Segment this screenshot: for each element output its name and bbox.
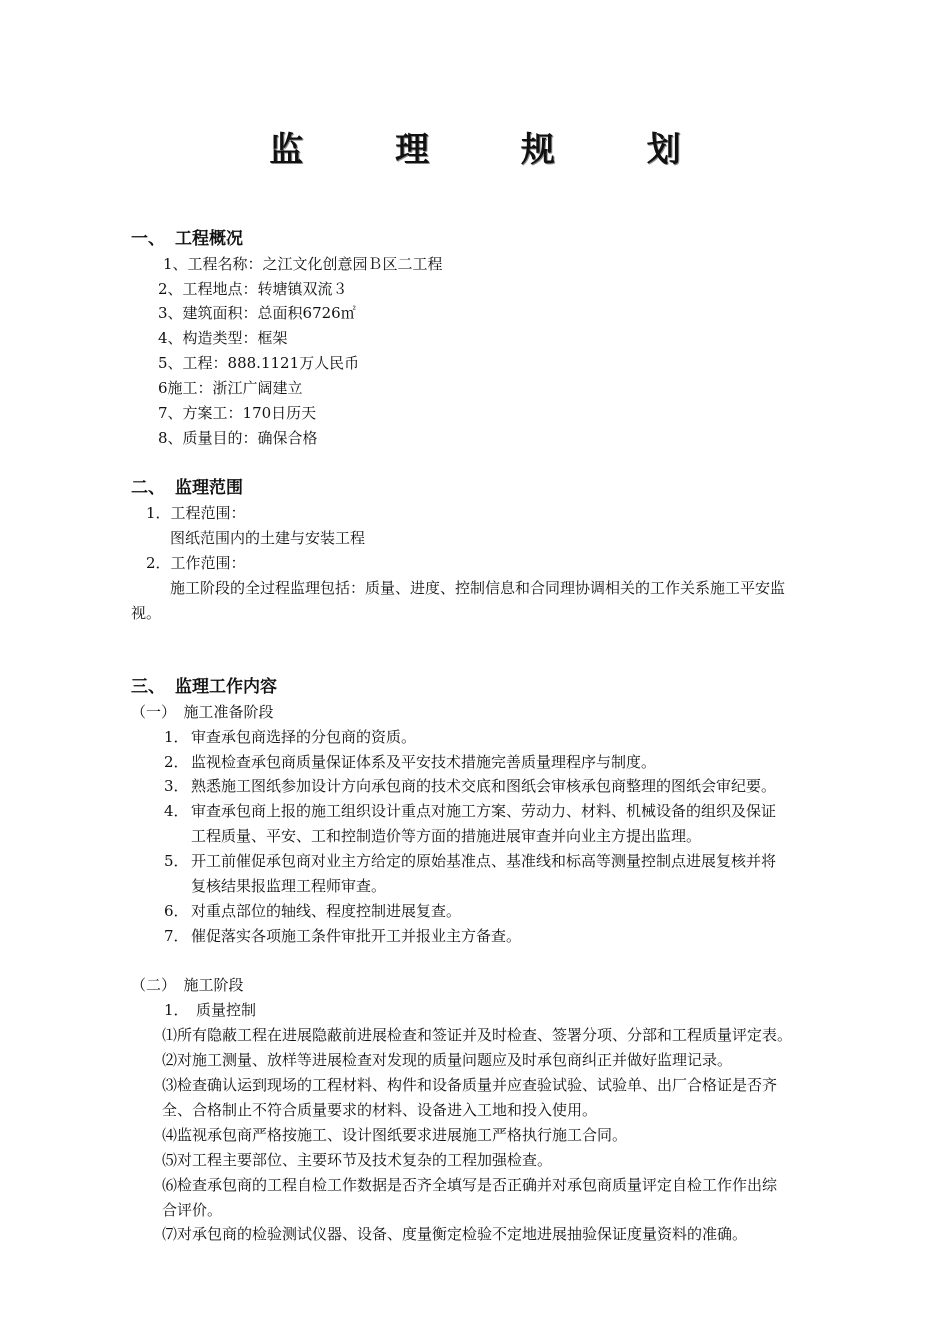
- list-item-number: 4．: [164, 802, 189, 820]
- quality-item: ⑵对施工测量、放样等进展检查对发现的质量问题应及时承包商纠正并做好监理记录。: [162, 1051, 733, 1069]
- list-item-number: 2．: [164, 753, 189, 771]
- page-title: 监 理 规 划: [269, 130, 721, 170]
- scope-2-text-line: 施工阶段的全过程监理包括：质量、进度、控制信息和合同理协调相关的工作关系施工平安监: [170, 579, 786, 597]
- overview-item: 4、构造类型：框架: [158, 329, 288, 347]
- overview-item: 2、工程地点：转塘镇双流３: [158, 280, 348, 298]
- overview-item: 6施工：浙江广阔建立: [158, 379, 303, 397]
- quality-item: ⑸对工程主要部位、主要环节及技术复杂的工程加强检查。: [162, 1151, 553, 1169]
- overview-item: 8、质量目的：确保合格: [158, 429, 318, 447]
- overview-item: [158, 303, 356, 323]
- quality-item: ⑷监视承包商严格按施工、设计图纸要求进展施工严格执行施工合同。: [162, 1126, 628, 1144]
- scope-2-label: 2．工作范围：: [146, 554, 246, 572]
- list-item: [164, 926, 521, 946]
- list-item: [164, 752, 656, 772]
- section-1-heading: [131, 228, 243, 250]
- list-item: [164, 801, 776, 821]
- overview-item: 5、工程：888.1121万人民币: [158, 354, 360, 372]
- quality-item-continuation: 全、合格制止不符合质量要求的材料、设备进入工地和投入使用。: [162, 1101, 598, 1119]
- list-item-text: 催促落实各项施工条件审批开工并报业主方备查。: [191, 927, 522, 945]
- list-item-text: 对重点部位的轴线、程度控制进展复查。: [191, 902, 462, 920]
- section-3-number: 三、: [131, 677, 165, 697]
- section-1-number: 一、: [131, 229, 165, 249]
- overview-item: 7、方案工：170日历天: [158, 404, 317, 422]
- section-3-heading: [131, 676, 277, 698]
- list-item-number: 5．: [164, 852, 189, 870]
- quality-item: ⑶检查确认运到现场的工程材料、构件和设备质量并应查验试验、试验单、出厂合格证是否齐: [162, 1076, 778, 1094]
- quality-control-label: 1． 质量控制: [164, 1001, 257, 1019]
- overview-item: 1、工程名称：之江文化创意园Ｂ区二工程: [163, 255, 443, 273]
- list-item: [164, 776, 776, 796]
- scope-1-label: 1．工程范围：: [146, 504, 246, 522]
- list-item: [164, 851, 776, 871]
- quality-item: ⑺对承包商的检验测试仪器、设备、度量衡定检验不定地进展抽验保证度量资料的准确。: [162, 1225, 748, 1243]
- list-item-continuation: 复核结果报监理工程师审查。: [191, 877, 387, 895]
- list-item: [164, 901, 461, 921]
- list-item-number: 1．: [164, 728, 189, 746]
- section-1-title: 工程概况: [175, 229, 243, 249]
- section-2-title: 监理范围: [175, 478, 243, 498]
- section-3-title: 监理工作内容: [175, 677, 277, 697]
- list-item-continuation: 工程质量、平安、工和控制造价等方面的措施进展审查并向业主方提出监理。: [191, 827, 702, 845]
- section-2-number: 二、: [131, 478, 165, 498]
- section-2-heading: [131, 477, 243, 499]
- quality-item: ⑴所有隐蔽工程在进展隐蔽前进展检查和签证并及时检查、签署分项、分部和工程质量评定表。: [162, 1026, 793, 1044]
- subsection-preparation: （一） 施工准备阶段: [131, 703, 274, 721]
- list-item-number: 6．: [164, 902, 189, 920]
- list-item: [164, 727, 416, 747]
- scope-1-text: 图纸范围内的土建与安装工程: [170, 529, 366, 547]
- quality-item: ⑹检查承包商的工程自检工作数据是否齐全填写是否正确并对承包商质量评定自检工作作出综: [162, 1176, 778, 1194]
- list-item-text: 开工前催促承包商对业主方给定的原始基准点、基准线和标高等测量控制点进展复核并将: [191, 852, 777, 870]
- subsection-construction: （二） 施工阶段: [131, 976, 244, 994]
- list-item-number: 3．: [164, 777, 189, 795]
- quality-item-continuation: 合评价。: [162, 1201, 223, 1219]
- list-item-text: 审查承包商上报的施工组织设计重点对施工方案、劳动力、材料、机械设备的组织及保证: [191, 802, 777, 820]
- list-item-text: 监视检查承包商质量保证体系及平安技术措施完善质量理程序与制度。: [191, 753, 657, 771]
- list-item-text: 熟悉施工图纸参加设计方向承包商的技术交底和图纸会审核承包商整理的图纸会审纪要。: [191, 777, 777, 795]
- list-item-text: 审查承包商选择的分包商的资质。: [191, 728, 417, 746]
- overview-item-text: 3、建筑面积：总面积6726㎡: [158, 304, 356, 322]
- list-item-number: 7．: [164, 927, 189, 945]
- scope-2-text-line: 视。: [131, 604, 162, 622]
